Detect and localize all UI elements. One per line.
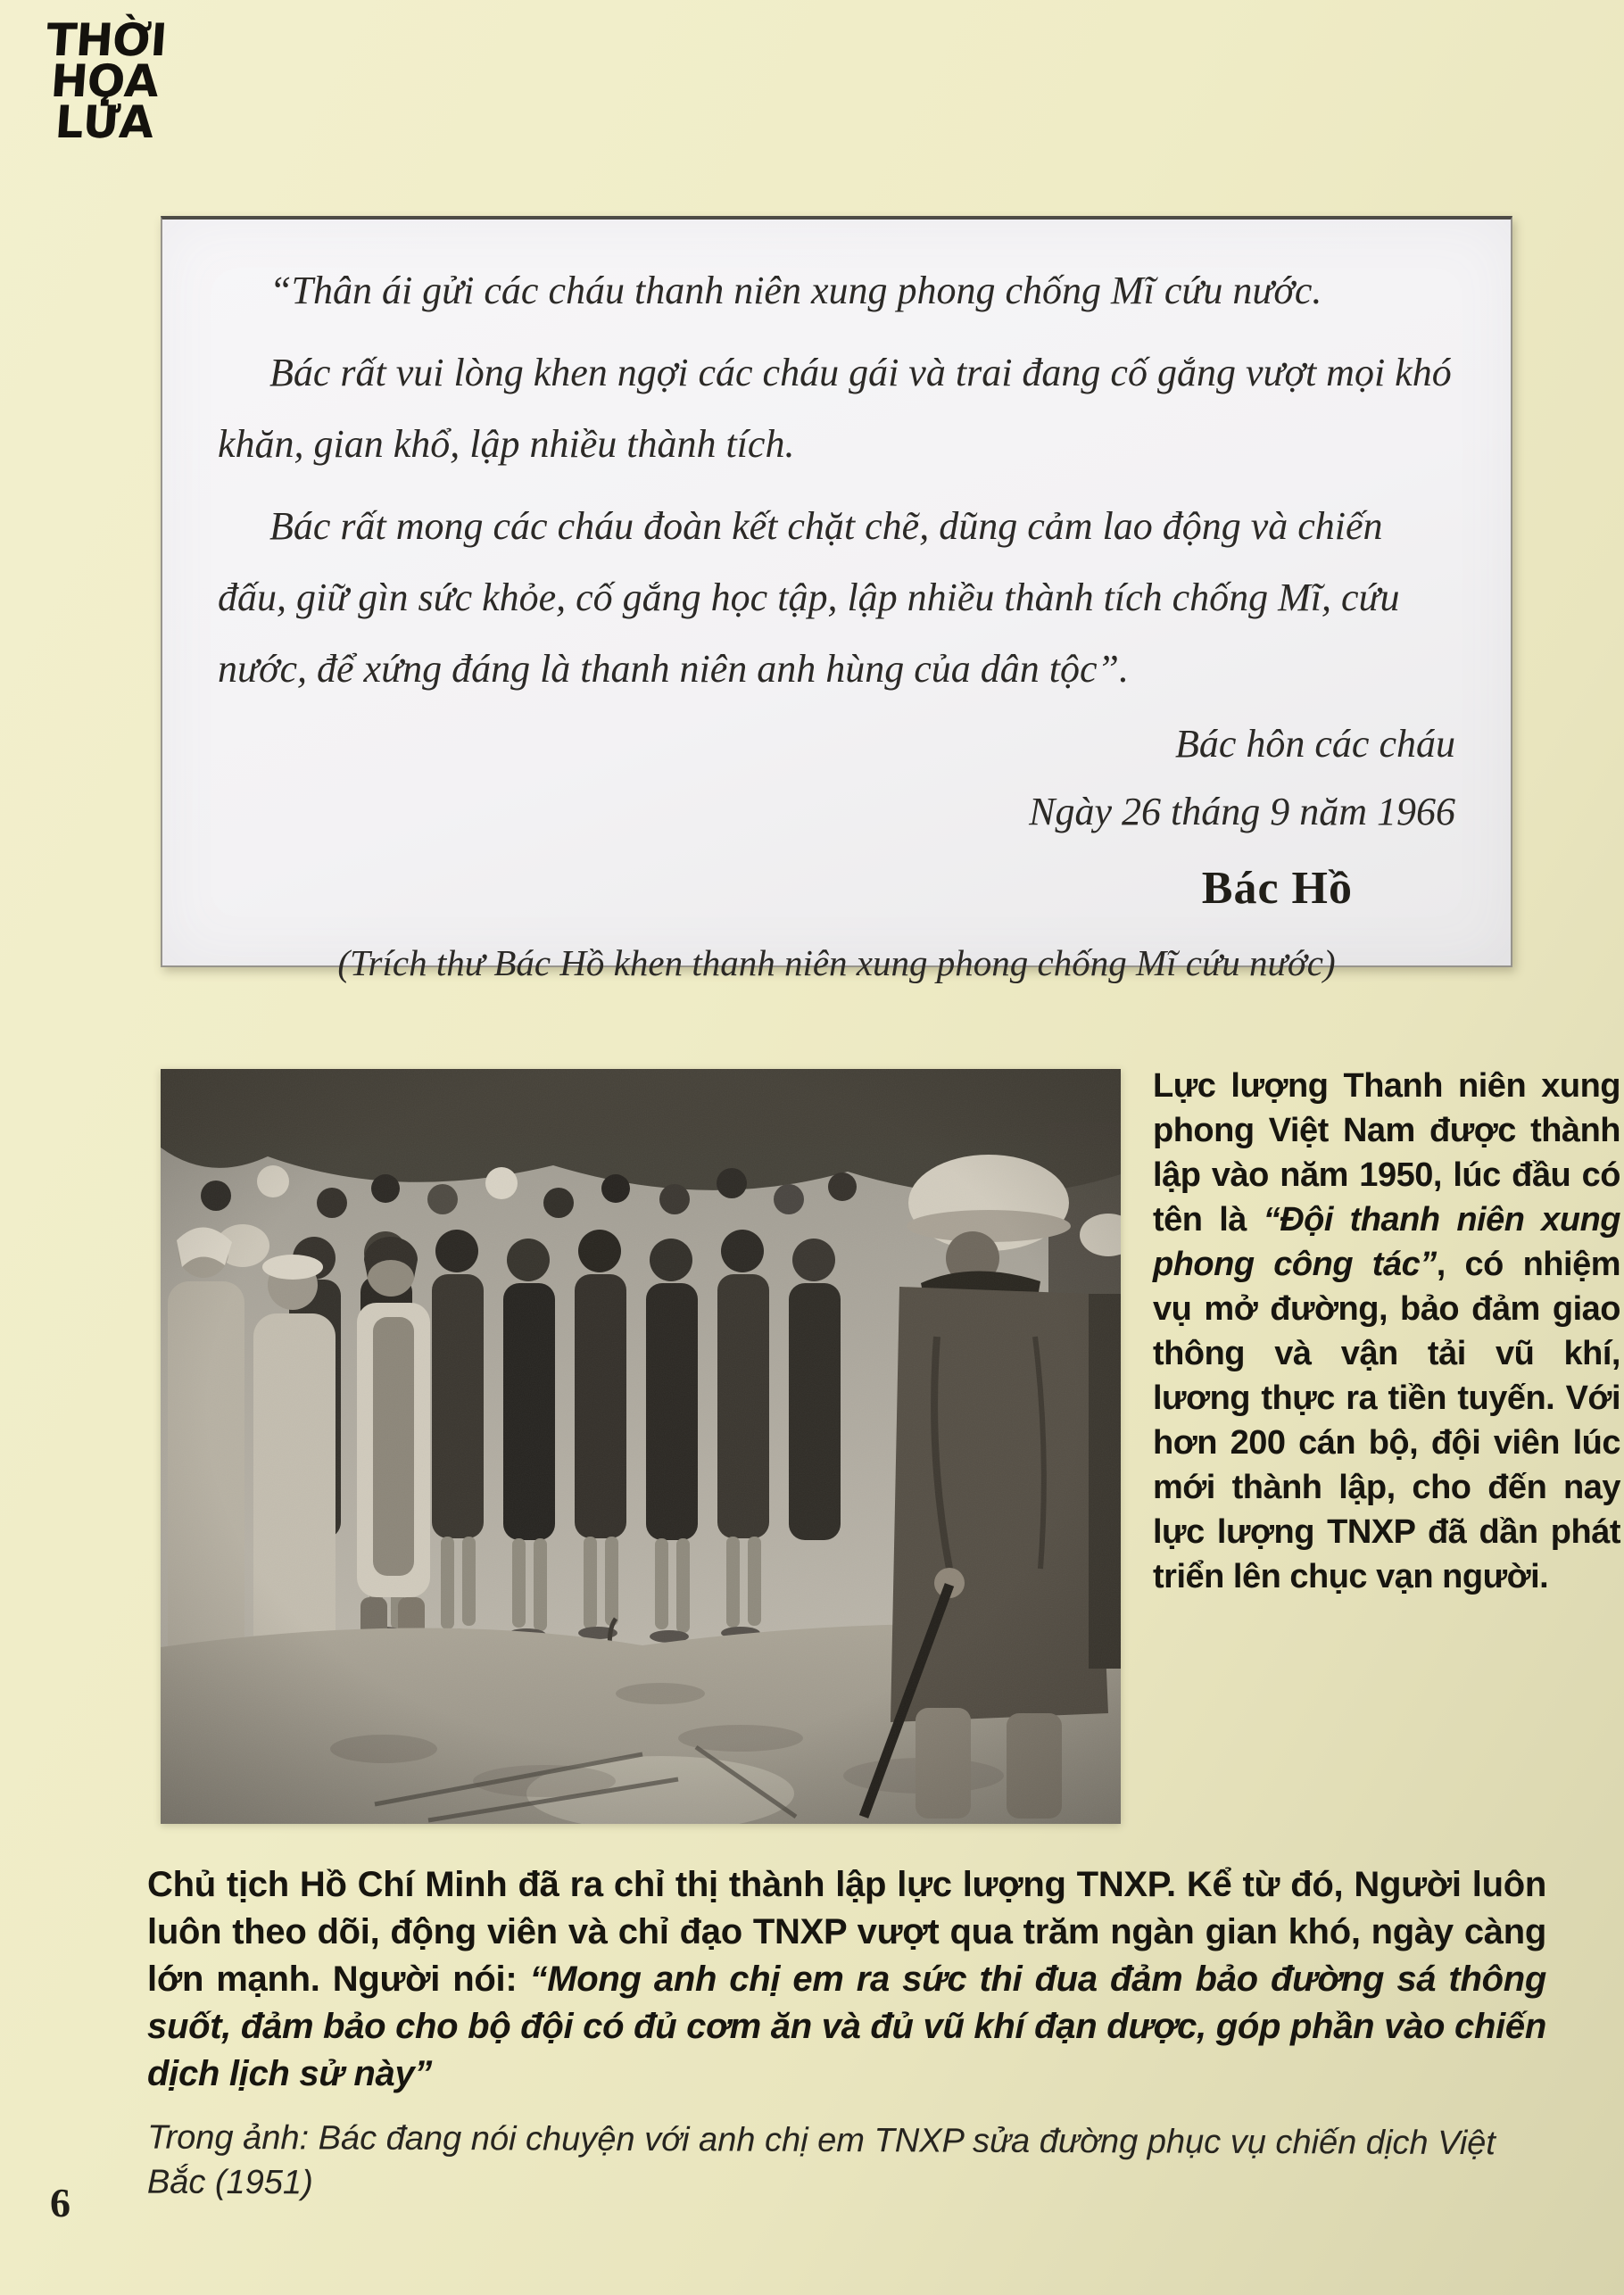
logo-line-2: HỌA [48, 55, 161, 107]
side-text-part2: , có nhiệm vụ mở đường, bảo đảm giao thông và vận tải vũ khí, lương thực ra tiền tuyến. Với hơn 200 cán bộ, đội viên lúc mới thành lập, cho đến nay lực lượng TNXP đã dần phát triển lên chục vạn người. [1153, 1246, 1620, 1595]
series-logo [44, 14, 169, 148]
letter-frame [161, 216, 1512, 983]
logo-line-1: THỜI [44, 14, 169, 66]
bottom-lead: Chủ tịch Hồ Chí Minh đã ra chỉ thị thành lập lực lượng TNXP. Kể từ đó, Người luôn luôn theo dõi, động viên và chỉ đạo TNXP vượt qua trăm ngàn gian khó, ngày càng lớn mạnh. Người nói: [147, 1865, 1546, 1999]
letter-signature: Bác Hồ [1201, 863, 1353, 914]
photo-side-text [1153, 1064, 1620, 1599]
side-text-part1: Lực lượng Thanh niên xung phong Việt Nam được thành lập vào năm 1950, lúc đầu có tên là [1153, 1067, 1620, 1239]
letter-paragraph-2: Bác rất vui lòng khen ngợi các cháu gái và trai đang cố gắng vượt mọi khó khăn, gian khổ, lập nhiều thành tích. [218, 351, 1452, 466]
letter-sign-line-1: Bác hôn các cháu [1175, 722, 1455, 766]
letter-sign-date: Ngày 26 tháng 9 năm 1966 [1029, 790, 1455, 833]
bw-photograph [161, 1069, 1121, 1824]
letter-paragraph-1: “Thân ái gửi các cháu thanh niên xung phong chống Mĩ cứu nước. [269, 269, 1322, 312]
side-text-quote: “Đội thanh niên xung phong công tác” [1153, 1201, 1620, 1283]
bottom-quote: “Mong anh chị em ra sức thi đua đảm bảo đường sá thông suốt, đảm bảo cho bộ đội có đủ cơm ăn và đủ vũ khí đạn dược, góp phần vào chiến dịch lịch sử này” [147, 1959, 1546, 2093]
page-number: 6 [50, 2180, 70, 2225]
photo-illustration [161, 1069, 1121, 1824]
logo-line-3: LỬA [53, 96, 155, 148]
letter-paragraph-3: Bác rất mong các cháu đoàn kết chặt chẽ, dũng cảm lao động và chiến đấu, giữ gìn sức khỏe, cố gắng học tập, lập nhiều thành tích chống Mĩ, cứu nước, để xứng đáng là thanh niên anh hùng của dân tộc”. [218, 504, 1400, 691]
letter-citation: (Trích thư Bác Hồ khen thanh niên xung phong chống Mĩ cứu nước) [337, 942, 1336, 983]
photo-caption: Trong ảnh: Bác đang nói chuyện với anh chị em TNXP sửa đường phục vụ chiến dịch Việt Bắc (1951) [146, 2118, 1496, 2202]
bottom-paragraph [147, 1861, 1546, 2098]
